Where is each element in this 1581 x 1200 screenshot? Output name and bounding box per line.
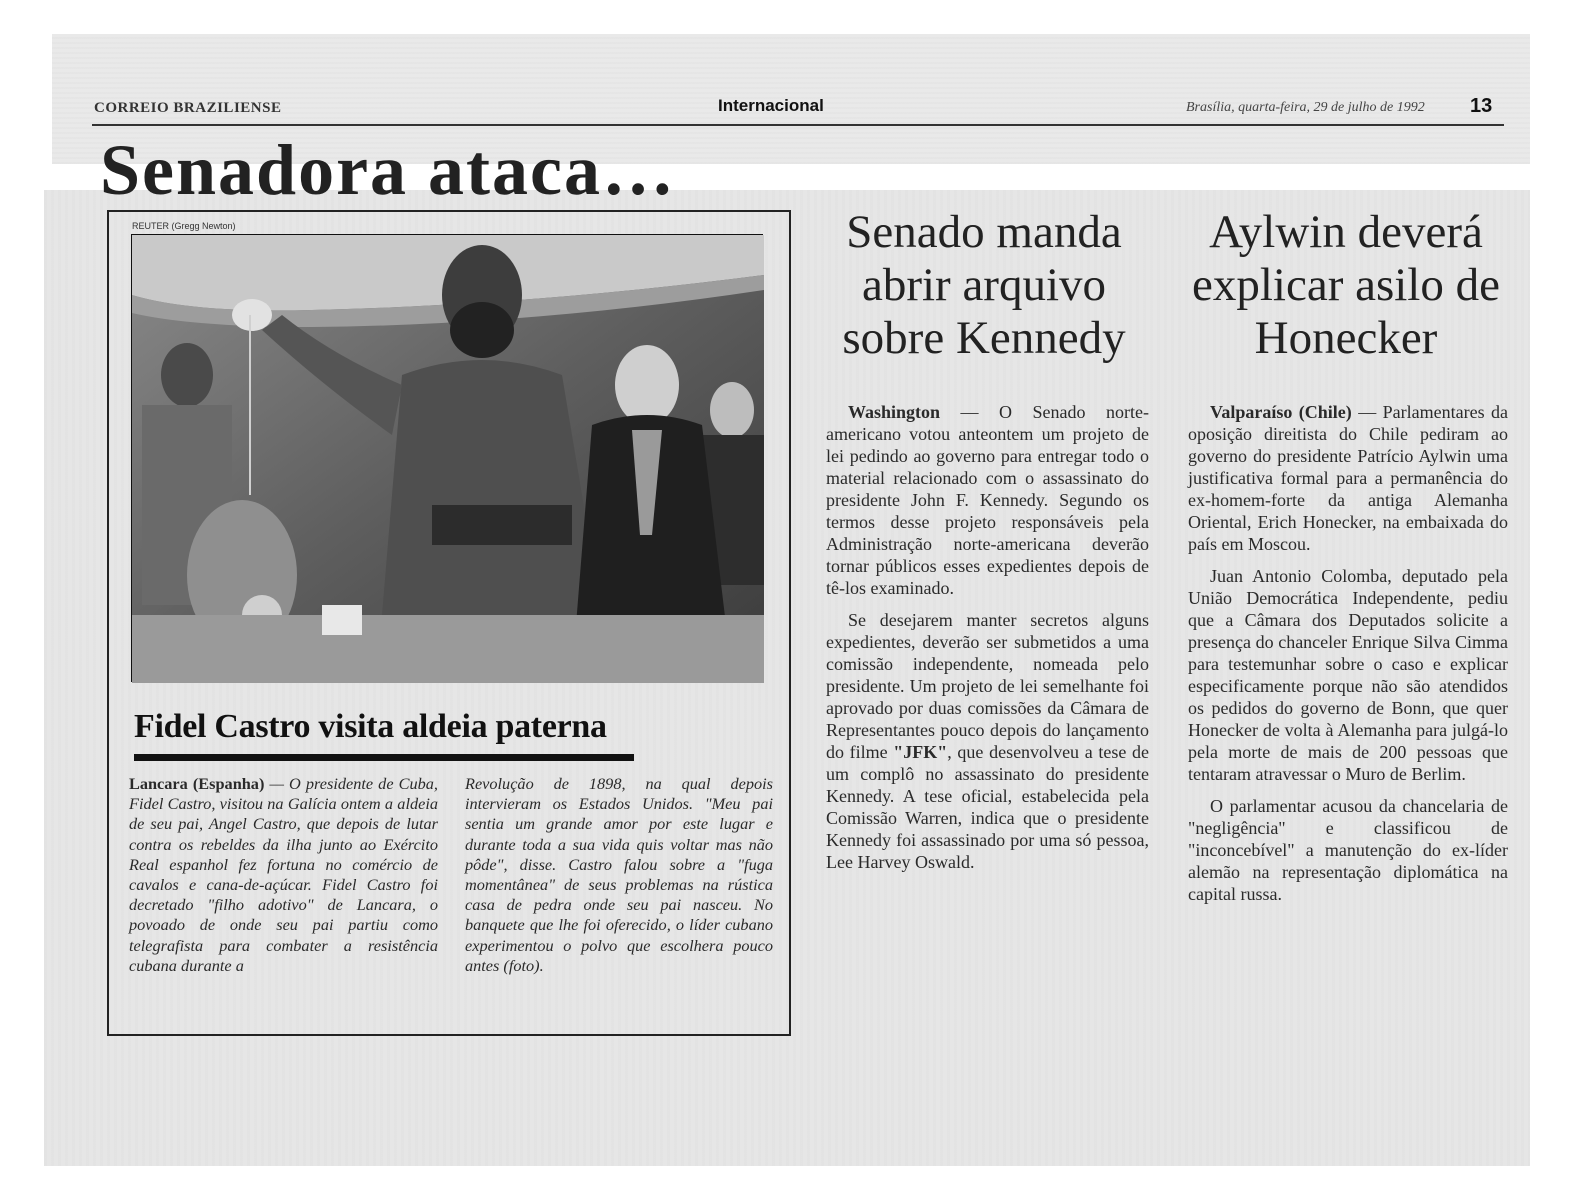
aylwin-paragraph-3: O parlamentar acusou da chancelaria de "negligência" e classificou de "inconcebível" a manutenção do ex-líder alemão na representação diplomática na capital russa.: [1188, 796, 1508, 904]
box-headline: Fidel Castro visita aldeia paterna: [134, 708, 607, 745]
aylwin-headline: Aylwin deverá explicar asilo de Honecker: [1192, 206, 1500, 364]
aylwin-p1-text: — Parlamentares da oposição direitista do Chile pediram ao governo do presidente Patrício Aylwin uma justificativa formal para a permanência do ex-homem-forte da antiga Alemanha Oriental, Erich Honecker, na embaixada do país em Moscou.: [1188, 402, 1509, 554]
senado-p2b-text: , que desenvolveu a tese de um complô no assassinato do presidente Kennedy. A tese oficial, estabelecida pela Comissão Warren, indica que o presidente Kennedy foi assassinado por uma só pessoa, Lee Harvey Oswald.: [826, 742, 1149, 872]
news-photo: [131, 234, 763, 682]
senado-headline: Senado manda abrir arquivo sobre Kennedy: [842, 206, 1126, 364]
news-photo-image: [132, 235, 764, 683]
aylwin-article: [1188, 401, 1508, 915]
newspaper-name: CORREIO BRAZILIENSE: [94, 100, 282, 116]
aylwin-lead-place: Valparaíso (Chile): [1210, 402, 1352, 422]
headline-rule: [134, 754, 634, 761]
cutoff-headline-text: Senadora ataca…: [100, 130, 676, 210]
senado-paragraph-2: [826, 609, 1149, 873]
photo-credit: REUTER (Gregg Newton): [132, 221, 236, 231]
senado-p2a-text: Se desejarem manter secretos alguns expedientes, deverão ser submetidos a uma comissão independente, nomeada pelo presidente. Um projeto de lei semelhante foi aprovado por duas comissões da Câmara de Representantes pouco depois do lançamento do filme: [826, 610, 1149, 762]
senado-article: [826, 401, 1149, 883]
page-number: 13: [1470, 95, 1493, 117]
senado-p1-text: — O Senado norte-americano votou anteontem um projeto de lei pedindo ao governo para entregar todo o material relacionado com o assassinato do presidente John F. Kennedy. Segundo os termos desse projeto responsáveis pela Administração norte-americana deverão tornar públicos esses expedientes depois de tê-los examinado.: [826, 402, 1150, 598]
senado-paragraph-1: [826, 401, 1149, 599]
senado-lead-place: Washington: [848, 402, 941, 422]
box-lead-place: Lancara (Espanha): [129, 774, 265, 793]
senado-film-title: "JFK": [893, 742, 948, 762]
box-column-2: [465, 774, 773, 976]
aylwin-paragraph-2: Juan Antonio Colomba, deputado pela União Democrática Independente, pediu que a Câmara dos Deputados solicite a presença do chanceler Enrique Silva Cimma para testemunhar sobre o caso e explicar especificamente porque não são atendidos os pedidos do governo de Bonn, que quer Honecker de volta à Alemanha para julgá-lo pela morte de mais de 200 pessoas que tentaram atravessar o Muro de Berlim.: [1188, 566, 1508, 784]
header-rule: [92, 124, 1504, 126]
section-name: Internacional: [718, 96, 824, 115]
aylwin-paragraph-1: [1188, 401, 1508, 555]
box-column-2-text: Revolução de 1898, na qual depois intervieram os Estados Unidos. "Meu pai sentia um grande amor por este lugar e durante toda a sua vida quis voltar mas não pôde", disse. Castro falou sobre a "fuga momentânea" de seus problemas na rústica casa de pedra onde seu pai nasceu. No banquete que lhe foi oferecido, o líder cubano experimentou o polvo que escolhera pouco antes (foto).: [465, 774, 773, 975]
cutoff-headline: [100, 130, 1500, 210]
dateline: Brasília, quarta-feira, 29 de julho de 1992: [1186, 100, 1425, 115]
box-column-1: [129, 774, 438, 976]
box-column-1-text: — O presidente de Cuba, Fidel Castro, visitou na Galícia ontem a aldeia de seu pai, Angel Castro, que depois de lutar contra os rebeldes da ilha junto ao Exército Real espanhol fez fortuna no comércio de cavalos e cana-de-açúcar. Fidel Castro foi decretado "filho adotivo" de Lancara, o povoado de onde seu pai partiu como telegrafista para combater a resistência cubana durante a: [129, 774, 438, 975]
